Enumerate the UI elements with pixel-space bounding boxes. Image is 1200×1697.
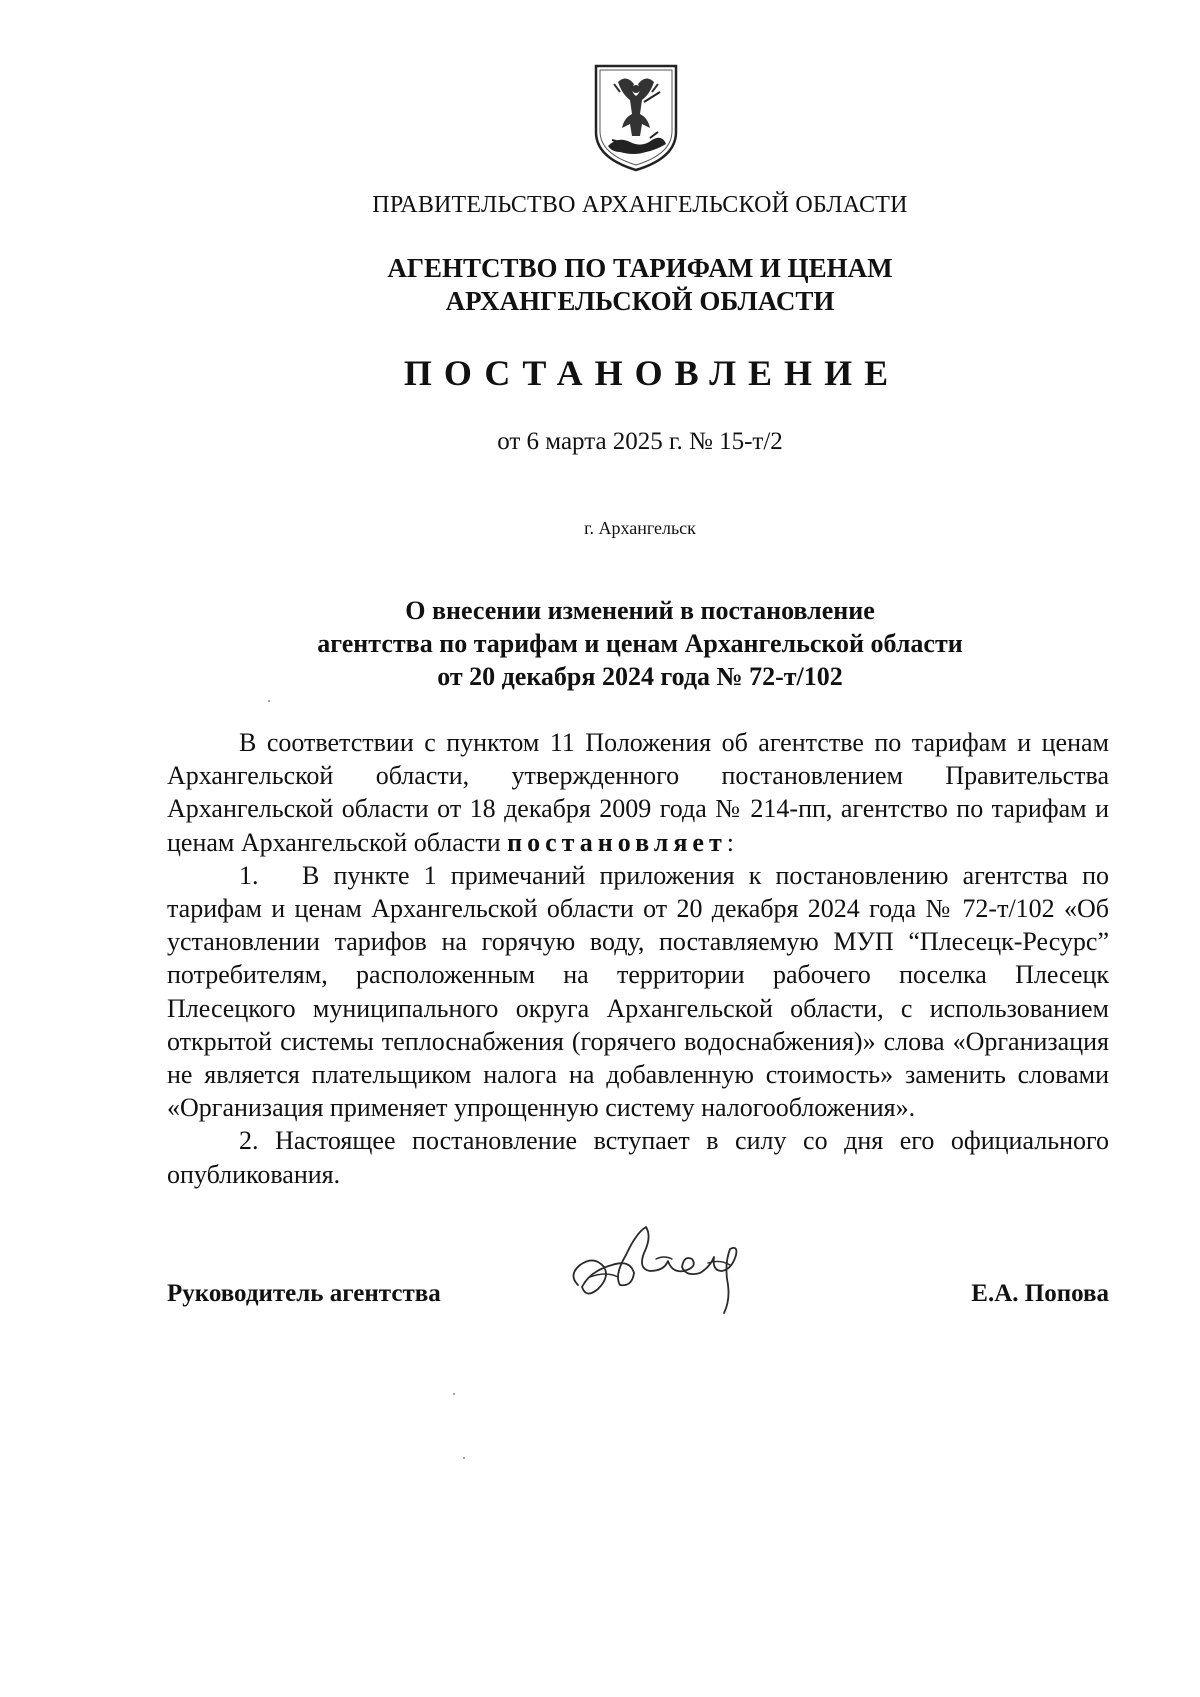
agency-name-line2: АРХАНГЕЛЬСКОЙ ОБЛАСТИ (445, 286, 835, 316)
document-type: ПОСТАНОВЛЕНИЕ (403, 353, 901, 393)
agency-name-line1: АГЕНТСТВО ПО ТАРИФАМ И ЦЕНАМ (387, 253, 893, 283)
scan-speck (453, 1393, 455, 1395)
preamble-verb: постановляет (507, 827, 727, 857)
document-body (167, 726, 1109, 1191)
subject-line1: О внесении изменений в постановление (405, 596, 875, 625)
preamble-text: В соответствии с пунктом 11 Положения об агентстве по тарифам и ценам Архангельской области, утвержденного постановлением Правительства Архангельской области от 18 декабря 2009 года № 214-пп, агентство по тарифам и ценам Архангельской области (167, 728, 1109, 857)
signature-block (167, 1280, 1109, 1316)
document-date-number: от 6 марта 2025 г. № 15-т/2 (497, 428, 783, 455)
subject-line2: агентства по тарифам и ценам Архангельской области (317, 629, 963, 658)
item-1-paragraph (167, 859, 1109, 1125)
document-subject (160, 594, 1120, 693)
document-city: г. Архангельск (584, 518, 696, 538)
subject-line3: от 20 декабря 2024 года № 72-т/102 (437, 662, 843, 691)
preamble-paragraph (167, 726, 1109, 859)
item-2-paragraph: 2. Настоящее постановление вступает в силу со дня его официального опубликования. (167, 1126, 1109, 1189)
item-1-text: В пункте 1 примечаний приложения к постановлению агентства по тарифам и ценам Архангельской области от 20 декабря 2024 года № 72-т/102 «Об установлении тарифов на горячую воду, поставляемую МУП “Плесецк-Ресурс” потребителям, расположенным на территории рабочего поселка Плесецк Плесецкого муниципального округа Архангельской области, с использованием открытой системы теплоснабжения (горячего водоснабжения)» слова «Организация не является плательщиком налога на добавленную стоимость» заменить словами «Организация применяет упрощенную систему налогообложения». (167, 860, 1109, 1123)
preamble-end: : (726, 827, 734, 857)
scan-speck (268, 700, 270, 702)
government-name: ПРАВИТЕЛЬСТВО АРХАНГЕЛЬСКОЙ ОБЛАСТИ (372, 192, 908, 218)
item-1-number: 1. (239, 860, 259, 890)
coat-of-arms-icon (590, 62, 682, 174)
signatory-title: Руководитель агентства (167, 1280, 441, 1307)
scan-speck (463, 1457, 465, 1459)
signatory-name: Е.А. Попова (971, 1280, 1109, 1307)
agency-name (160, 252, 1120, 318)
